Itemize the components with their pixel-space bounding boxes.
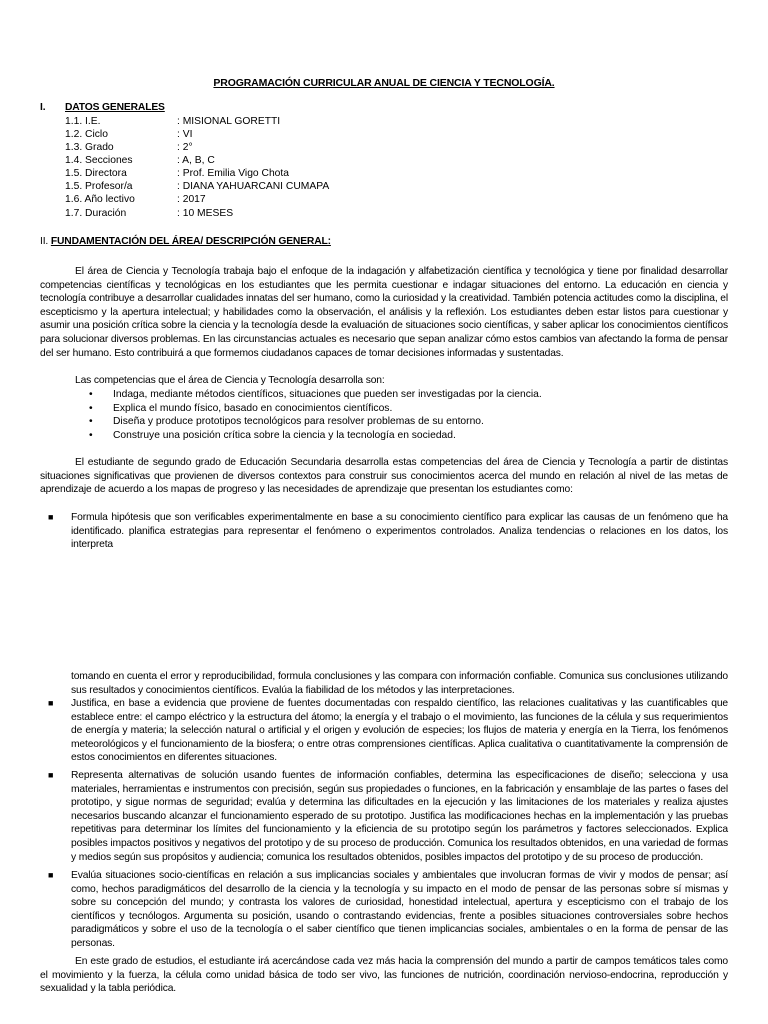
list-item: • Construye una posición crítica sobre la ciencia y la tecnología en sociedad. xyxy=(75,429,715,443)
row-value: : 2° xyxy=(177,142,193,153)
bullet-item-justifies: Justifica, en base a evidencia que proviene de fuentes documentadas con respaldo científico, las relaciones cualitativas y las cuantificables que establece entre: el campo eléctrico y la estructura del átomo; la energía y el trabajo o el movimiento, las funciones de la célula y sus requerimientos de energía y materia; la selección natural o artificial y el origen y evolución de especies; los flujos de materia y energía en la Tierra, los fenómenos meteorológicos y el funcionamiento de la biosfera; o entre otras comprensiones científicas. Aplica cualitativa o cuantitativamente la comprensión de estos conocimientos en diferentes situaciones. xyxy=(71,698,728,764)
bullet-item-evaluates: Evalúa situaciones socio-científicas en relación a sus implicancias sociales y ambientales que involucran formas de vivir y modos de pensar; así como, hechos paradigmáticos del desarrollo de la ciencia y la tecnología y su impacto en el modo de pensar de las personas sobre sí mismas y sobre su concepción del mundo; y contrasta los valores de curiosidad, honestidad intelectual, apertura y escepticismo con el trabajo de los científicos y tecnólogos. Argumenta su posición, usando o contrastando evidencias, frente a posibles situaciones controversiales sobre hechos paradigmáticos y sobre el uso de la tecnología o el saber científico que tienen implicancias sociales, ambientales o en la forma de pensar de las personas. xyxy=(71,870,728,949)
bullet-item-represents: Representa alternativas de solución usando fuentes de información confiables, determina las especificaciones de diseño; selecciona y usa materiales, herramientas e instrumentos con precisión, según sus propiedades o funciones, en la fabricación y ensamblaje de las partes o fases del prototipo, y sigue normas de seguridad; evalúa y determina las dificultades en la ejecución y las limitaciones de los materiales y realiza ajustes necesarios buscando alcanzar el funcionamiento esperado de su prototipo. Justifica las modificaciones hechas en la implementación y las pruebas repetitivas para determinar los límites del funcionamiento y la eficiencia de su prototipo según los parámetros y factores seleccionados. Explica posibles impactos positivos y negativos del prototipo y de su proceso de producción. Comunica los resultados obtenidos, en una variedad de formas y medios según sus propósitos y audiencia; comunica los resultados obtenidos, posibles impactos del prototipo y de su proceso de producción. xyxy=(71,770,728,863)
row-key: 1.7. Duración xyxy=(65,208,127,219)
list-item: • Diseña y produce prototipos tecnológicos para resolver problemas de su entorno. xyxy=(75,415,715,429)
list-item: • Indaga, mediante métodos científicos, situaciones que pueden ser investigadas por la ciencia. xyxy=(75,388,715,402)
section-2-heading-line xyxy=(40,235,331,249)
row-value: : MISIONAL GORETTI xyxy=(177,116,281,127)
square-bullet: ■ xyxy=(48,870,54,880)
paragraph-intro: El área de Ciencia y Tecnología trabaja bajo el enfoque de la indagación y alfabetización científica y tecnológica y tiene por finalidad desarrollar competencias científicas y tecnológicas en los estudiantes que les permita cuestionar e indagar situaciones del entorno. La educación en ciencia y tecnología contribuye a desarrollar cualidades innatas del ser humano, como la curiosidad y la creatividad. También potencia actitudes como la disciplina, el escepticismo y la apertura intelectual; y habilidades como la observación, el análisis y la reflexión. Los estudiantes deben estar listos para cuestionar y asumir una posición crítica sobre la ciencia y la tecnología desde la evaluación de situaciones socio científicas, y saber aplicar los conocimientos científicos para solucionar diversos problemas. En las circunstancias actuales es necesario que sepan analizar cómo estos cambios van afectando la forma de pensar del ser humano. Esto contribuirá a que formemos ciudadanos capaces de tomar decisiones informadas y sustentadas. xyxy=(40,266,728,359)
row-key: 1.2. Ciclo xyxy=(65,129,108,140)
row-key: 1.3. Grado xyxy=(65,142,114,153)
competencies-list xyxy=(75,388,715,442)
paragraph-closing: En este grado de estudios, el estudiante irá acercándose cada vez más hacia la comprensión del mundo a partir de campos temáticos tales como el movimiento y la fuerza, la célula como unidad básica de todo ser vivo, las funciones de nutrición, coordinación nervioso-endocrina, reproducción y sexualidad y la tabla periódica. xyxy=(40,956,728,995)
row-value: : DIANA YAHUARCANI CUMAPA xyxy=(177,181,330,192)
row-value: : 2017 xyxy=(177,194,206,205)
section-2-heading: FUNDAMENTACIÓN DEL ÁREA/ DESCRIPCIÓN GENERAL: xyxy=(50,236,331,247)
section-2-number: II. xyxy=(40,236,49,247)
square-bullet: ■ xyxy=(48,698,54,708)
competencies-intro: Las competencias que el área de Ciencia y Tecnología desarrolla son: xyxy=(75,375,385,386)
row-value: : 10 MESES xyxy=(177,208,234,219)
row-value: : A, B, C xyxy=(177,155,215,166)
paragraph-student: El estudiante de segundo grado de Educación Secundaria desarrolla estas competencias del área de Ciencia y Tecnología a partir de distintas situaciones significativas que provienen de diversos contextos para construir sus conocimientos acerca del mundo en relación al nivel de las metas de aprendizaje de acuerdo a los mapas de progreso y las necesidades de aprendizaje que presentan los estudiantes como: xyxy=(40,457,728,496)
row-value: : Prof. Emilia Vigo Chota xyxy=(177,168,289,179)
bullet-item-hypothesis-continued: tomando en cuenta el error y reproducibilidad, formula conclusiones y las compara con información confiable. Comunica sus conclusiones utilizando sus resultados y conocimientos científicos. Evalúa la fiabilidad de los métodos y las interpretaciones. xyxy=(71,671,728,696)
row-key: 1.4. Secciones xyxy=(65,155,133,166)
section-1-number: I. xyxy=(40,102,46,113)
document-title: PROGRAMACIÓN CURRICULAR ANUAL DE CIENCIA Y TECNOLOGÍA. xyxy=(213,77,555,89)
list-item: • Explica el mundo físico, basado en conocimientos científicos. xyxy=(75,402,715,416)
bullet-item-hypothesis: Formula hipótesis que son verificables experimentalmente en base a su conocimiento científico para explicar las causas de un fenómeno que ha identificado. planifica estrategias para representar el fenómeno o experimentos controlados. Analiza tendencias o relaciones en los datos, los interpreta xyxy=(71,512,728,551)
square-bullet: ■ xyxy=(48,512,54,522)
row-value: : VI xyxy=(177,129,193,140)
row-key: 1.5. Profesor/a xyxy=(65,181,133,192)
row-key: 1.5. Directora xyxy=(65,168,127,179)
section-1-heading: DATOS GENERALES xyxy=(65,102,165,113)
row-key: 1.6. Año lectivo xyxy=(65,194,135,205)
row-key: 1.1. I.E. xyxy=(65,116,101,127)
square-bullet: ■ xyxy=(48,770,54,780)
